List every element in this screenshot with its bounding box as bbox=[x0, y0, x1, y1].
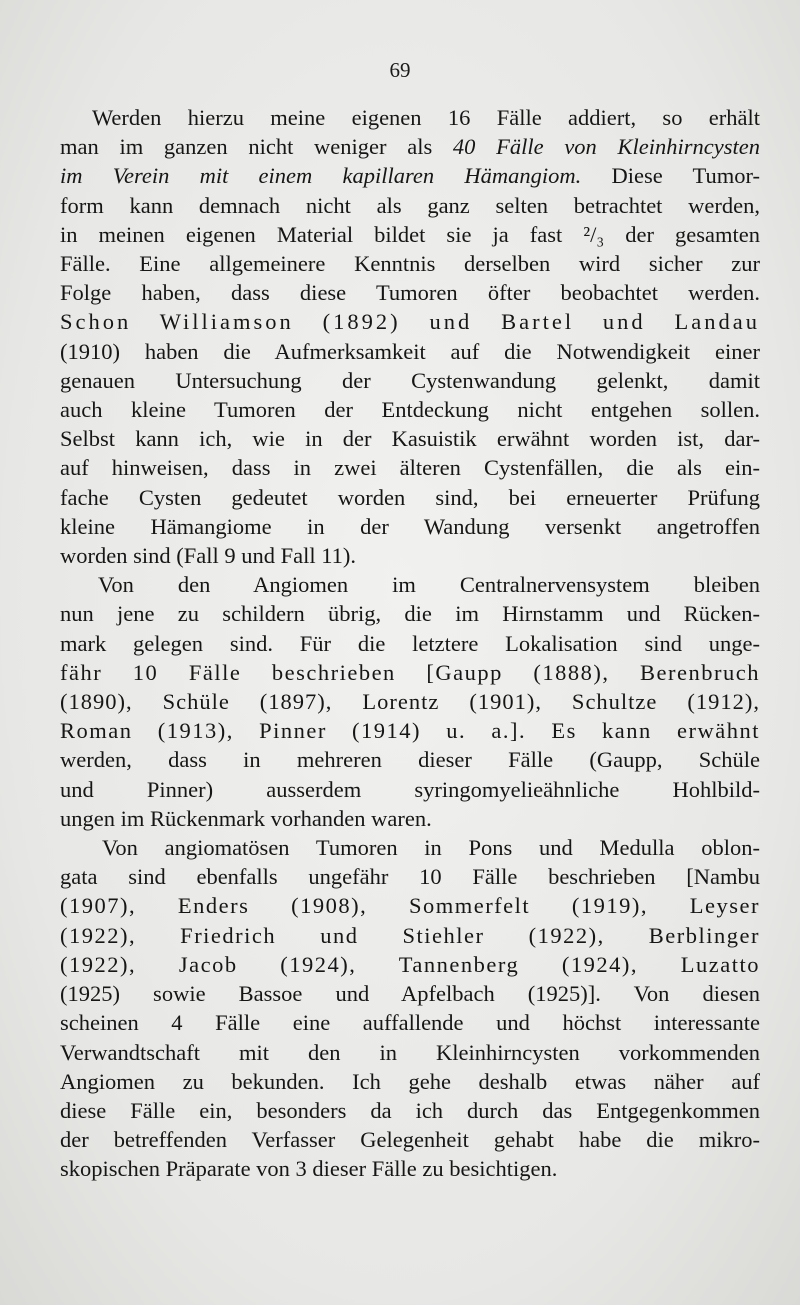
text-line: kleine Hämangiome in der Wandung versenkt angetroffen bbox=[60, 513, 760, 539]
text-line: Fälle. Eine allgemeinere Kenntnis derselben wird sicher zur bbox=[60, 251, 760, 277]
text-line: (1890), Schüle (1897), Lorentz (1901), Schultze (1912), bbox=[60, 689, 760, 715]
text-line: Roman (1913), Pinner (1914) u. a.]. Es kann erwähnt bbox=[60, 718, 760, 744]
text-line: scheinen 4 Fälle eine auffallende und höchst interessante bbox=[60, 1010, 760, 1036]
text-line: Folge haben, dass diese Tumoren öfter beobachtet werden. bbox=[60, 280, 760, 306]
page-number: 69 bbox=[389, 58, 411, 82]
text-line: fache Cysten gedeutet worden sind, bei erneuerter Prüfung bbox=[60, 484, 760, 510]
text-line: Schon Williamson (1892) und Bartel und Landau bbox=[60, 309, 760, 335]
text-line: Von angiomatösen Tumoren in Pons und Medulla oblon- bbox=[102, 835, 760, 861]
text-line: ungen im Rückenmark vorhanden waren. bbox=[60, 805, 432, 831]
paragraph-2 bbox=[60, 570, 760, 833]
body-text bbox=[60, 103, 760, 1184]
text-line: nun jene zu schildern übrig, die im Hirnstamm und Rücken- bbox=[60, 601, 760, 627]
text-line: auf hinweisen, dass in zwei älteren Cystenfällen, die als ein- bbox=[60, 455, 760, 481]
text-line: mark gelegen sind. Für die letztere Lokalisation sind unge- bbox=[60, 630, 760, 656]
text-line: Von den Angiomen im Centralnervensystem bleiben bbox=[98, 572, 760, 598]
text-line: der betreffenden Verfasser Gelegenheit gehabt habe die mikro- bbox=[60, 1127, 760, 1153]
text-line: (1910) haben die Aufmerksamkeit auf die Notwendigkeit einer bbox=[60, 338, 760, 364]
text-line: worden sind (Fall 9 und Fall 11). bbox=[60, 543, 357, 569]
text-line: und Pinner) ausserdem syringomyelieähnliche Hohlbild- bbox=[60, 776, 760, 802]
text-line: gata sind ebenfalls ungefähr 10 Fälle beschrieben [Nambu bbox=[60, 864, 760, 890]
text-line: (1907), Enders (1908), Sommerfelt (1919), Leyser bbox=[60, 893, 760, 919]
text-line: werden, dass in mehreren dieser Fälle (Gaupp, Schüle bbox=[60, 747, 760, 773]
text-line: diese Fälle ein, besonders da ich durch das Entgegenkommen bbox=[60, 1097, 760, 1123]
text-line: Verwandtschaft mit den in Kleinhirncysten vorkommenden bbox=[60, 1039, 760, 1065]
text-line: (1925) sowie Bassoe und Apfelbach (1925)]. Von diesen bbox=[60, 981, 760, 1007]
paragraph-3 bbox=[60, 833, 760, 1183]
text-line: Angiomen zu bekunden. Ich gehe deshalb etwas näher auf bbox=[60, 1068, 760, 1094]
text-line: im Verein mit einem kapillaren Hämangiom. Diese Tumor- bbox=[60, 163, 761, 189]
text-line: genauen Untersuchung der Cystenwandung gelenkt, damit bbox=[60, 367, 760, 393]
text-line: (1922), Jacob (1924), Tannenberg (1924), Luzatto bbox=[60, 951, 760, 977]
text-line: Selbst kann ich, wie in der Kasuistik erwähnt worden ist, dar- bbox=[60, 426, 760, 452]
text-line: skopischen Präparate von 3 dieser Fälle zu besichtigen. bbox=[60, 1156, 558, 1182]
paragraph-1 bbox=[60, 103, 760, 570]
text-line: form kann demnach nicht als ganz selten betrachtet werden, bbox=[60, 192, 760, 218]
text-line: man im ganzen nicht weniger als 40 Fälle von Kleinhirncysten bbox=[60, 134, 760, 160]
text-line: in meinen eigenen Material bildet sie ja fast ²/₃ der gesamten bbox=[60, 221, 760, 247]
text-line: (1922), Friedrich und Stiehler (1922), Berblinger bbox=[60, 922, 760, 948]
text-line: fähr 10 Fälle beschrieben [Gaupp (1888), Berenbruch bbox=[60, 659, 760, 685]
text-line: Werden hierzu meine eigenen 16 Fälle addiert, so erhält bbox=[92, 105, 760, 130]
text-line: auch kleine Tumoren der Entdeckung nicht entgehen sollen. bbox=[60, 397, 760, 423]
